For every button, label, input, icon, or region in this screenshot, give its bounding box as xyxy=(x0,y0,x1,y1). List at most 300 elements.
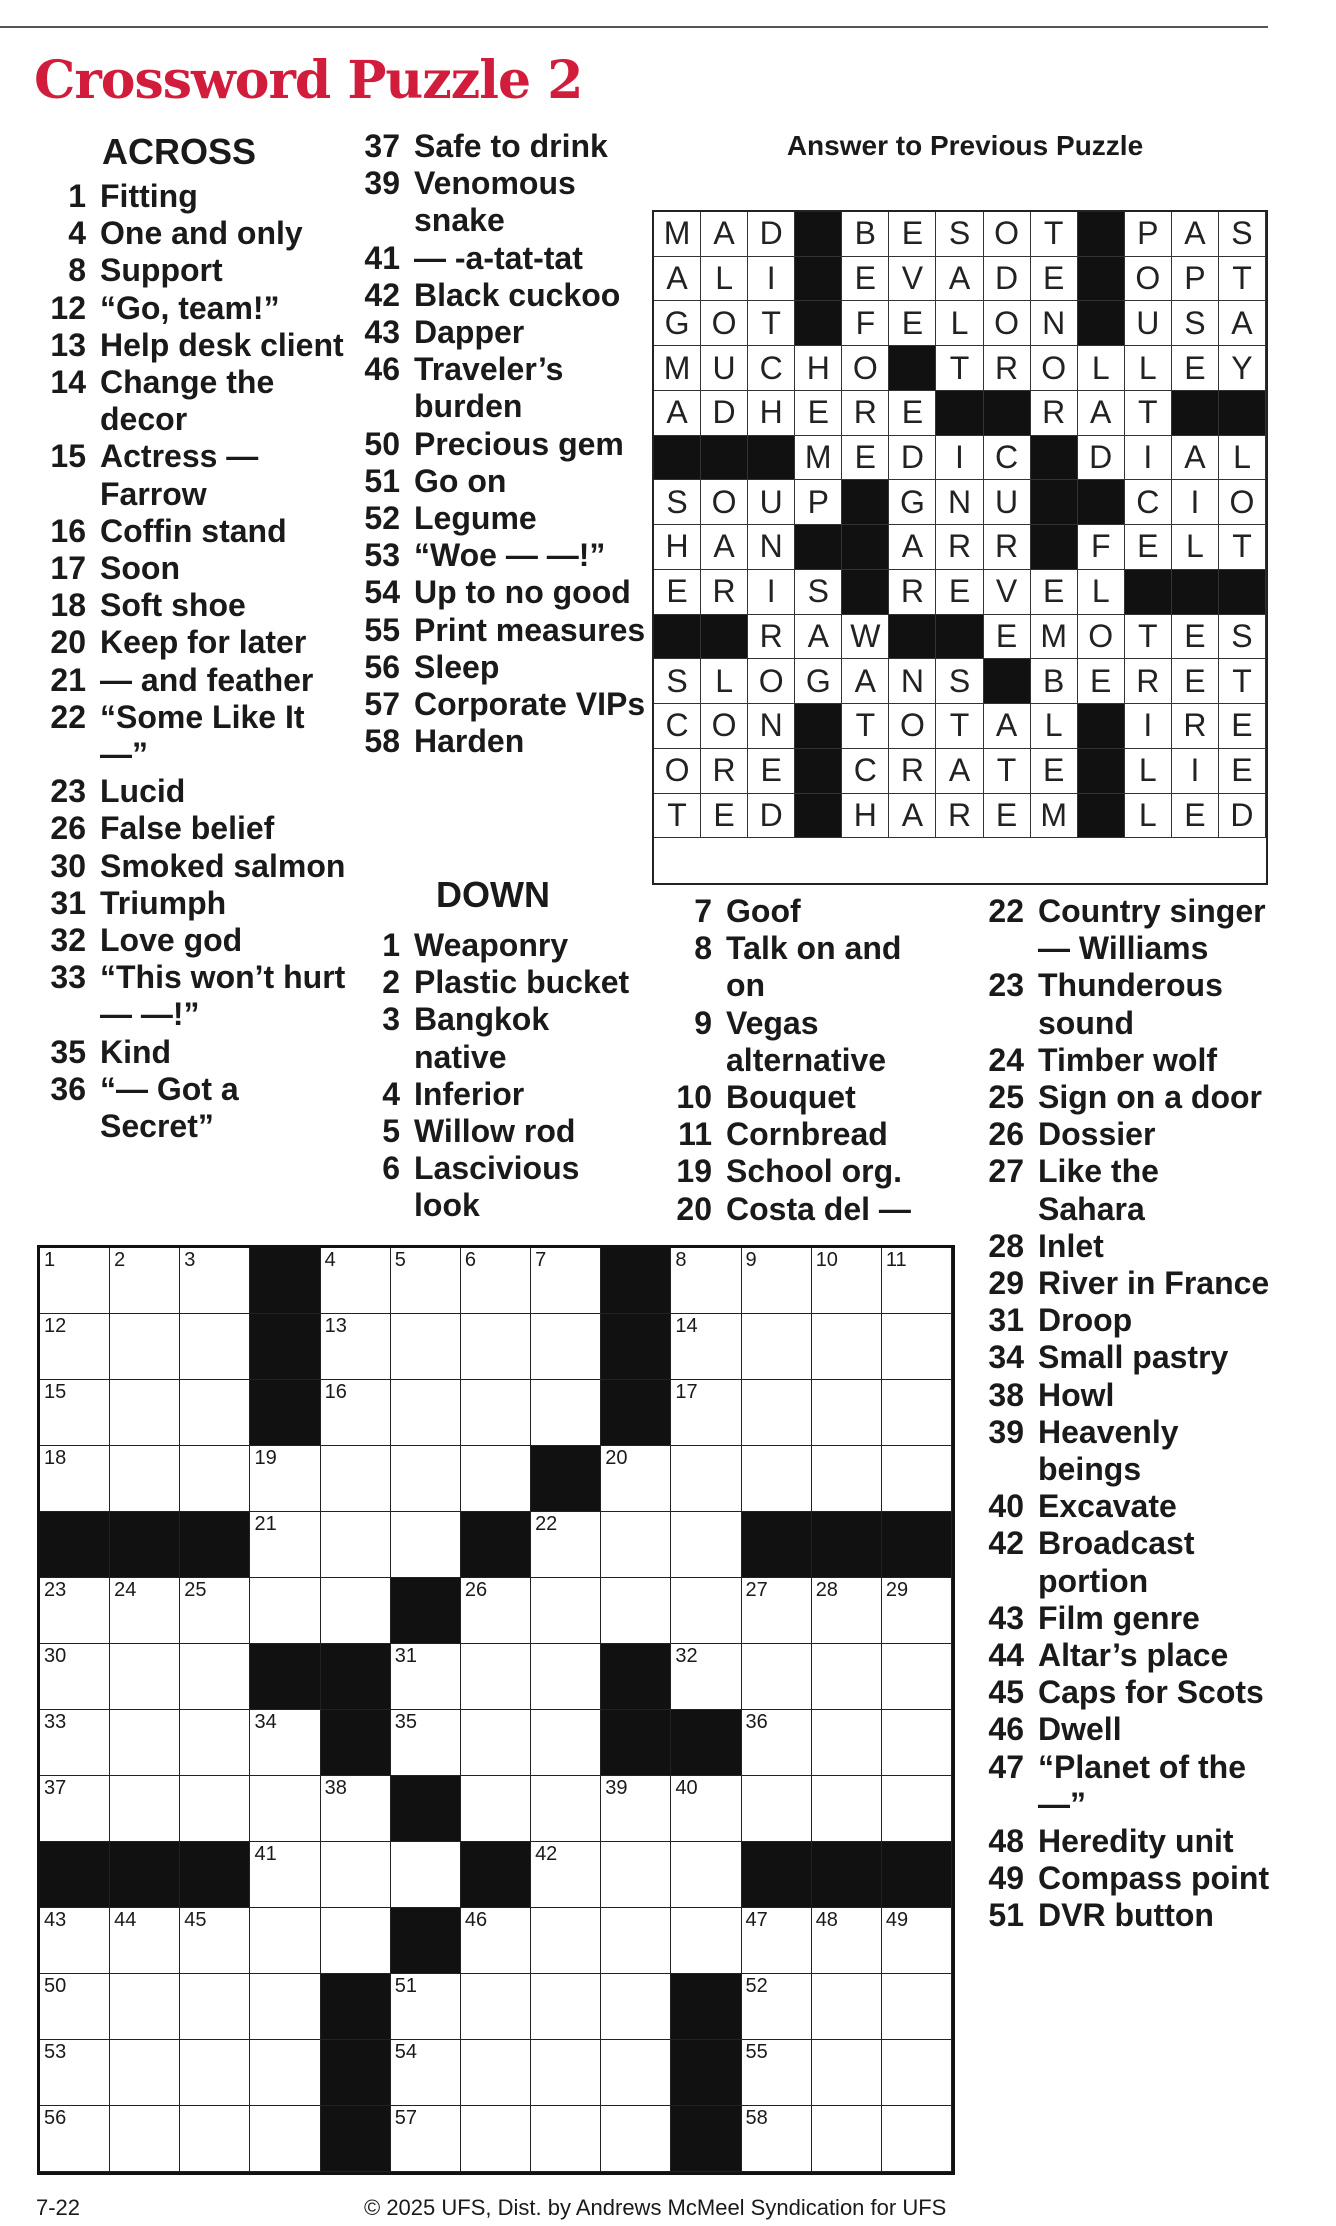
answer-letter-cell: E xyxy=(889,301,936,346)
grid-cell[interactable] xyxy=(110,2106,180,2172)
grid-cell[interactable] xyxy=(321,1512,391,1578)
clue-text: — and feather xyxy=(100,661,314,698)
grid-cell[interactable] xyxy=(250,1512,320,1578)
answer-letter-cell: O xyxy=(701,301,748,346)
grid-cell[interactable] xyxy=(180,1314,250,1380)
grid-cell[interactable] xyxy=(671,1314,741,1380)
grid-cell[interactable] xyxy=(531,2040,601,2106)
grid-cell[interactable] xyxy=(180,1908,250,1974)
grid-cell[interactable] xyxy=(671,1644,741,1710)
grid-cell[interactable] xyxy=(391,1248,461,1314)
grid-cell[interactable] xyxy=(180,1248,250,1314)
answer-letter-cell: I xyxy=(1125,704,1172,749)
answer-letter-cell: L xyxy=(1078,346,1125,391)
down-clue-42 xyxy=(972,1525,1272,1599)
grid-cell[interactable] xyxy=(250,1578,320,1644)
cell-number: 15 xyxy=(44,1381,67,1403)
grid-cell[interactable] xyxy=(742,1710,812,1776)
grid-cell[interactable] xyxy=(110,1974,180,2040)
grid-cell[interactable] xyxy=(250,2040,320,2106)
grid-cell[interactable] xyxy=(461,1380,531,1446)
grid-cell[interactable] xyxy=(742,1974,812,2040)
grid-cell[interactable] xyxy=(180,1578,250,1644)
clue-text: Small pastry xyxy=(1038,1339,1229,1376)
answer-letter-cell: P xyxy=(1172,257,1219,302)
grid-cell[interactable] xyxy=(882,1578,952,1644)
answer-letter-cell: F xyxy=(842,301,889,346)
answer-letter-cell: Y xyxy=(1219,346,1266,391)
grid-cell[interactable] xyxy=(671,1578,741,1644)
grid-cell[interactable] xyxy=(882,1248,952,1314)
grid-cell[interactable] xyxy=(40,1380,110,1446)
grid-cell[interactable] xyxy=(531,1314,601,1380)
clue-number: 29 xyxy=(988,1265,1024,1302)
grid-cell[interactable] xyxy=(321,1446,391,1512)
grid-cell[interactable] xyxy=(601,1446,671,1512)
across-clue-32 xyxy=(34,922,354,959)
across-clue-58 xyxy=(348,723,648,760)
answer-black-square xyxy=(842,480,889,525)
grid-cell[interactable] xyxy=(671,1908,741,1974)
grid-cell[interactable] xyxy=(461,1644,531,1710)
clue-text: Print measures xyxy=(414,611,646,648)
grid-cell[interactable] xyxy=(812,1314,882,1380)
grid-cell[interactable] xyxy=(461,1446,531,1512)
answer-letter-cell: O xyxy=(842,346,889,391)
grid-cell[interactable] xyxy=(391,1842,461,1908)
answer-letter-cell: F xyxy=(1078,525,1125,570)
answer-letter-cell: O xyxy=(1031,346,1078,391)
grid-cell[interactable] xyxy=(180,1446,250,1512)
answer-letter-cell: E xyxy=(1219,704,1266,749)
down-clue-47 xyxy=(972,1749,1272,1823)
across-clue-46 xyxy=(348,351,648,425)
grid-cell[interactable] xyxy=(671,1842,741,1908)
answer-letter-cell: O xyxy=(701,480,748,525)
down-clue-49 xyxy=(972,1860,1272,1897)
grid-cell[interactable] xyxy=(531,1512,601,1578)
grid-cell[interactable] xyxy=(40,1446,110,1512)
grid-cell[interactable] xyxy=(180,1974,250,2040)
clue-number: 26 xyxy=(50,810,86,847)
clue-number: 42 xyxy=(988,1525,1024,1562)
answer-letter-cell: T xyxy=(936,346,983,391)
top-rule xyxy=(0,26,1268,28)
cell-number: 53 xyxy=(44,2041,67,2063)
grid-cell[interactable] xyxy=(180,1710,250,1776)
grid-cell[interactable] xyxy=(601,1842,671,1908)
answer-letter-cell: T xyxy=(1219,659,1266,704)
across-clue-52 xyxy=(348,500,648,537)
grid-cell[interactable] xyxy=(461,1974,531,2040)
grid-black-square xyxy=(250,1644,320,1710)
cell-number: 45 xyxy=(184,1909,207,1931)
answer-letter-cell: N xyxy=(748,704,795,749)
grid-cell[interactable] xyxy=(882,2040,952,2106)
answer-letter-cell: E xyxy=(1219,749,1266,794)
clue-text: Black cuckoo xyxy=(414,276,621,313)
grid-cell[interactable] xyxy=(601,1776,671,1842)
answer-black-square xyxy=(748,436,795,481)
grid-cell[interactable] xyxy=(812,1248,882,1314)
clue-text: Support xyxy=(100,252,223,289)
grid-cell[interactable] xyxy=(180,1776,250,1842)
down-clue-19 xyxy=(660,1153,945,1190)
grid-cell[interactable] xyxy=(461,1710,531,1776)
grid-cell[interactable] xyxy=(461,1908,531,1974)
grid-cell[interactable] xyxy=(250,1908,320,1974)
grid-cell[interactable] xyxy=(391,1644,461,1710)
clue-number: 45 xyxy=(988,1674,1024,1711)
clue-text: Inlet xyxy=(1038,1227,1104,1264)
clue-number: 47 xyxy=(988,1748,1024,1785)
grid-cell[interactable] xyxy=(812,2106,882,2172)
cell-number: 49 xyxy=(885,1909,909,1931)
answer-letter-cell: A xyxy=(842,659,889,704)
grid-cell[interactable] xyxy=(531,1908,601,1974)
grid-cell[interactable] xyxy=(110,1248,180,1314)
answer-letter-cell: E xyxy=(889,391,936,436)
grid-cell[interactable] xyxy=(531,1776,601,1842)
answer-letter-cell: O xyxy=(1125,257,1172,302)
grid-cell[interactable] xyxy=(882,1446,952,1512)
grid-cell[interactable] xyxy=(882,1314,952,1380)
grid-cell[interactable] xyxy=(40,1578,110,1644)
down-clue-27 xyxy=(972,1153,1272,1227)
clue-text: Change the decor xyxy=(100,364,275,438)
grid-cell[interactable] xyxy=(882,1776,952,1842)
cell-number: 31 xyxy=(394,1645,418,1667)
grid-cell[interactable] xyxy=(742,2106,812,2172)
clue-text: Dwell xyxy=(1038,1711,1122,1748)
grid-cell[interactable] xyxy=(110,1380,180,1446)
grid-cell[interactable] xyxy=(391,1974,461,2040)
cell-number: 41 xyxy=(254,1843,277,1865)
grid-cell[interactable] xyxy=(40,1710,110,1776)
grid-cell[interactable] xyxy=(321,1380,391,1446)
clue-number: 22 xyxy=(988,893,1024,929)
answer-letter-cell: R xyxy=(984,346,1031,391)
grid-cell[interactable] xyxy=(742,1776,812,1842)
answer-black-square xyxy=(1078,212,1125,257)
answer-letter-cell: M xyxy=(1031,615,1078,660)
answer-letter-cell: E xyxy=(842,436,889,481)
grid-cell[interactable] xyxy=(531,1248,601,1314)
down-clue-24 xyxy=(972,1042,1272,1079)
clue-text: Dapper xyxy=(414,314,525,351)
answer-letter-cell: L xyxy=(1078,570,1125,615)
grid-cell[interactable] xyxy=(531,2106,601,2172)
answer-letter-cell: C xyxy=(1125,480,1172,525)
across-clue-55 xyxy=(348,612,648,649)
grid-cell[interactable] xyxy=(40,1776,110,1842)
clue-text: — -a-tat-tat xyxy=(414,239,583,276)
grid-cell[interactable] xyxy=(882,1644,952,1710)
answer-black-square xyxy=(1078,794,1125,839)
answer-letter-cell: N xyxy=(889,659,936,704)
cell-number: 52 xyxy=(745,1975,768,1997)
grid-cell[interactable] xyxy=(531,1380,601,1446)
grid-cell[interactable] xyxy=(250,1776,320,1842)
grid-cell[interactable] xyxy=(40,1974,110,2040)
answer-letter-cell: O xyxy=(748,659,795,704)
grid-cell[interactable] xyxy=(812,1974,882,2040)
answer-letter-cell: E xyxy=(1172,659,1219,704)
answer-letter-cell: W xyxy=(842,615,889,660)
grid-black-square xyxy=(321,1644,391,1710)
grid-cell[interactable] xyxy=(812,1446,882,1512)
answer-letter-cell: S xyxy=(936,212,983,257)
grid-cell[interactable] xyxy=(391,1512,461,1578)
across-clue-39 xyxy=(348,165,648,239)
clue-text: Plastic bucket xyxy=(414,964,630,1001)
grid-cell[interactable] xyxy=(461,1776,531,1842)
grid-cell[interactable] xyxy=(671,1446,741,1512)
grid-cell[interactable] xyxy=(110,2040,180,2106)
cell-number: 34 xyxy=(254,1711,277,1733)
grid-cell[interactable] xyxy=(180,2106,250,2172)
cell-number: 50 xyxy=(44,1975,67,1997)
grid-cell[interactable] xyxy=(531,1974,601,2040)
cell-number: 57 xyxy=(394,2107,418,2129)
grid-cell[interactable] xyxy=(742,1644,812,1710)
answer-black-square xyxy=(1172,391,1219,436)
clue-text: Heredity unit xyxy=(1038,1823,1234,1860)
grid-cell[interactable] xyxy=(391,2040,461,2106)
down-clue-28 xyxy=(972,1228,1272,1265)
grid-black-square xyxy=(40,1512,110,1578)
answer-letter-cell: C xyxy=(748,346,795,391)
grid-cell[interactable] xyxy=(391,1380,461,1446)
grid-cell[interactable] xyxy=(321,1842,391,1908)
grid-cell[interactable] xyxy=(601,2040,671,2106)
grid-black-square xyxy=(461,1512,531,1578)
grid-cell[interactable] xyxy=(742,1248,812,1314)
answer-black-square xyxy=(936,391,983,436)
answer-black-square xyxy=(795,525,842,570)
clue-number: 30 xyxy=(50,847,86,884)
grid-cell[interactable] xyxy=(250,1842,320,1908)
grid-cell[interactable] xyxy=(40,2040,110,2106)
grid-cell[interactable] xyxy=(601,1974,671,2040)
grid-cell[interactable] xyxy=(531,1578,601,1644)
grid-cell[interactable] xyxy=(40,1644,110,1710)
answer-letter-cell: C xyxy=(654,704,701,749)
grid-cell[interactable] xyxy=(40,1908,110,1974)
grid-black-square xyxy=(180,1842,250,1908)
grid-cell[interactable] xyxy=(461,2106,531,2172)
clue-number: 51 xyxy=(364,462,400,499)
answer-letter-cell: H xyxy=(795,346,842,391)
clue-text: Corporate VIPs xyxy=(414,686,646,723)
grid-cell[interactable] xyxy=(742,1314,812,1380)
answer-letter-cell: L xyxy=(1125,794,1172,839)
grid-cell[interactable] xyxy=(321,1776,391,1842)
clue-number: 15 xyxy=(50,438,86,475)
grid-cell[interactable] xyxy=(601,1578,671,1644)
clue-number: 14 xyxy=(50,364,86,401)
answer-letter-cell: L xyxy=(1031,704,1078,749)
answer-letter-cell: L xyxy=(1125,749,1172,794)
clue-number: 32 xyxy=(50,922,86,959)
grid-cell[interactable] xyxy=(601,2106,671,2172)
clue-text: Weaponry xyxy=(414,927,569,963)
grid-cell[interactable] xyxy=(742,1578,812,1644)
clue-text: Goof xyxy=(726,893,801,929)
down-clue-44 xyxy=(972,1637,1272,1674)
down-clue-34 xyxy=(972,1339,1272,1376)
answer-letter-cell: A xyxy=(1172,436,1219,481)
grid-black-square xyxy=(601,1710,671,1776)
grid-cell[interactable] xyxy=(40,2106,110,2172)
grid-cell[interactable] xyxy=(110,1776,180,1842)
answer-letter-cell: L xyxy=(1125,346,1172,391)
grid-cell[interactable] xyxy=(110,1446,180,1512)
cell-number: 7 xyxy=(535,1249,547,1271)
answer-black-square xyxy=(842,570,889,615)
grid-cell[interactable] xyxy=(321,1314,391,1380)
clue-number: 8 xyxy=(694,930,712,967)
grid-cell[interactable] xyxy=(812,1710,882,1776)
grid-cell[interactable] xyxy=(40,1314,110,1380)
grid-cell[interactable] xyxy=(461,2040,531,2106)
cell-number: 32 xyxy=(675,1645,698,1667)
grid-cell[interactable] xyxy=(812,1776,882,1842)
answer-letter-cell: S xyxy=(654,480,701,525)
grid-cell[interactable] xyxy=(461,1248,531,1314)
clue-number: 39 xyxy=(364,165,400,202)
grid-cell[interactable] xyxy=(671,1248,741,1314)
grid-cell[interactable] xyxy=(882,1710,952,1776)
clue-number: 24 xyxy=(988,1041,1024,1078)
grid-black-square xyxy=(110,1512,180,1578)
grid-cell[interactable] xyxy=(391,1314,461,1380)
grid-cell[interactable] xyxy=(110,1710,180,1776)
grid-cell[interactable] xyxy=(250,1446,320,1512)
grid-cell[interactable] xyxy=(742,1380,812,1446)
down-clue-51 xyxy=(972,1897,1272,1934)
grid-cell[interactable] xyxy=(531,1710,601,1776)
grid-cell[interactable] xyxy=(110,1644,180,1710)
grid-cell[interactable] xyxy=(180,1644,250,1710)
grid-cell[interactable] xyxy=(250,1710,320,1776)
grid-cell[interactable] xyxy=(812,1644,882,1710)
grid-cell[interactable] xyxy=(250,2106,320,2172)
cell-number: 25 xyxy=(184,1579,207,1601)
clue-number: 46 xyxy=(988,1711,1024,1748)
clue-text: Triumph xyxy=(100,884,227,921)
answer-letter-cell: T xyxy=(1125,391,1172,436)
grid-cell[interactable] xyxy=(671,1380,741,1446)
answer-letter-cell: D xyxy=(748,794,795,839)
grid-cell[interactable] xyxy=(391,1446,461,1512)
clue-number: 33 xyxy=(50,959,86,996)
grid-cell[interactable] xyxy=(601,1512,671,1578)
grid-cell[interactable] xyxy=(321,1908,391,1974)
across-clue-4 xyxy=(34,215,354,252)
down-clue-8 xyxy=(660,930,945,1004)
grid-cell[interactable] xyxy=(882,1908,952,1974)
grid-cell[interactable] xyxy=(250,1974,320,2040)
grid-cell[interactable] xyxy=(110,1578,180,1644)
grid-cell[interactable] xyxy=(531,1842,601,1908)
across-clue-31 xyxy=(34,885,354,922)
grid-cell[interactable] xyxy=(110,1908,180,1974)
cell-number: 43 xyxy=(44,1909,67,1931)
answer-letter-cell: T xyxy=(1219,257,1266,302)
grid-cell[interactable] xyxy=(742,1908,812,1974)
down-clue-4 xyxy=(348,1076,648,1113)
answer-letter-cell: V xyxy=(889,257,936,302)
answer-letter-cell: T xyxy=(1125,615,1172,660)
cell-number: 28 xyxy=(815,1579,838,1601)
cell-number: 22 xyxy=(535,1513,558,1535)
grid-cell[interactable] xyxy=(812,1908,882,1974)
clue-text: Fitting xyxy=(100,178,198,214)
grid-cell[interactable] xyxy=(601,1908,671,1974)
grid-cell[interactable] xyxy=(40,1248,110,1314)
answer-black-square xyxy=(936,615,983,660)
across-clue-13 xyxy=(34,327,354,364)
grid-cell[interactable] xyxy=(812,1380,882,1446)
answer-black-square xyxy=(889,346,936,391)
clue-number: 55 xyxy=(364,611,400,648)
across-clue-53 xyxy=(348,537,648,574)
grid-cell[interactable] xyxy=(180,1380,250,1446)
grid-cell[interactable] xyxy=(742,1446,812,1512)
grid-cell[interactable] xyxy=(671,1776,741,1842)
across-clue-18 xyxy=(34,587,354,624)
answer-black-square xyxy=(1219,391,1266,436)
clue-text: Kind xyxy=(100,1033,172,1070)
answer-letter-cell: A xyxy=(1078,391,1125,436)
grid-cell[interactable] xyxy=(671,1512,741,1578)
answer-letter-cell: M xyxy=(795,436,842,481)
grid-cell[interactable] xyxy=(321,1248,391,1314)
answer-letter-cell: E xyxy=(936,570,983,615)
clue-text: Traveler’s burden xyxy=(414,351,564,425)
cell-number: 9 xyxy=(745,1249,757,1271)
clue-number: 2 xyxy=(382,964,400,1001)
grid-cell[interactable] xyxy=(882,2106,952,2172)
clue-text: Go on xyxy=(414,462,507,499)
grid-cell[interactable] xyxy=(391,1710,461,1776)
grid-cell[interactable] xyxy=(812,1578,882,1644)
grid-cell[interactable] xyxy=(461,1578,531,1644)
grid-cell[interactable] xyxy=(531,1644,601,1710)
answer-black-square xyxy=(654,615,701,660)
grid-cell[interactable] xyxy=(812,2040,882,2106)
cell-number: 27 xyxy=(745,1579,768,1601)
answer-letter-cell: E xyxy=(984,794,1031,839)
grid-cell[interactable] xyxy=(391,2106,461,2172)
across-heading: ACROSS xyxy=(102,131,257,172)
grid-cell[interactable] xyxy=(180,2040,250,2106)
across-clue-15 xyxy=(34,438,354,512)
answer-letter-cell: D xyxy=(748,212,795,257)
grid-cell[interactable] xyxy=(882,1380,952,1446)
answer-black-square xyxy=(1078,749,1125,794)
grid-cell[interactable] xyxy=(461,1314,531,1380)
grid-cell[interactable] xyxy=(742,2040,812,2106)
grid-cell[interactable] xyxy=(321,1578,391,1644)
grid-cell[interactable] xyxy=(882,1974,952,2040)
clue-text: Safe to drink xyxy=(414,128,608,164)
across-clue-51 xyxy=(348,463,648,500)
grid-cell[interactable] xyxy=(110,1314,180,1380)
cell-number: 39 xyxy=(605,1777,628,1799)
cell-number: 17 xyxy=(675,1381,698,1403)
